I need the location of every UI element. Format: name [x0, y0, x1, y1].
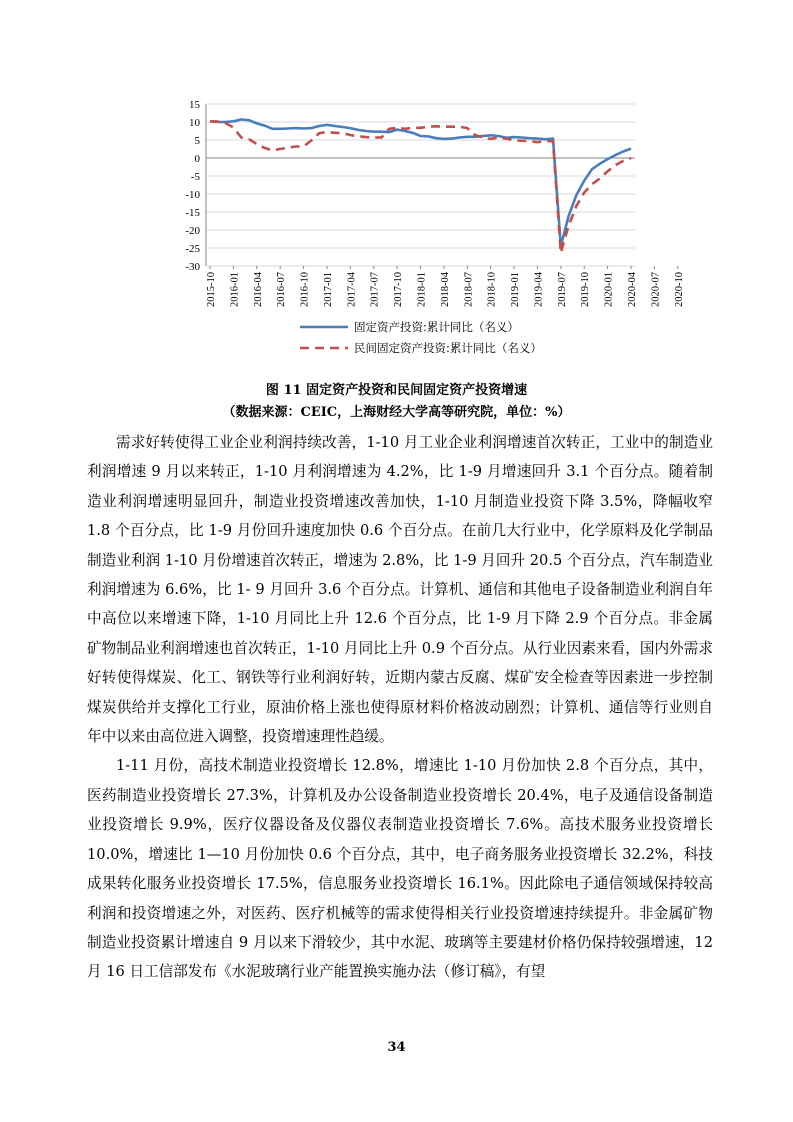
x-tick-label: 2019-10 [580, 272, 592, 307]
x-tick-label: 2016-04 [252, 272, 264, 307]
x-tick-label: 2019-01 [510, 272, 522, 307]
y-tick-label: 0 [194, 153, 200, 165]
y-tick-label: 15 [189, 99, 200, 111]
figure-source: （数据来源：CEIC，上海财经大学高等研究院，单位：%） [222, 405, 571, 420]
x-tick-label: 2018-04 [439, 272, 451, 307]
x-tick-label: 2016-01 [229, 272, 241, 307]
figure-caption: 图 11 固定资产投资和民间固定资产投资增速 [265, 383, 528, 398]
y-tick-label: 5 [194, 135, 200, 147]
x-tick-label: 2016-10 [299, 272, 311, 307]
legend-label: 固定资产投资:累计同比（名义） [354, 320, 519, 334]
line-chart [160, 92, 685, 362]
paragraph: 1-11 月份，高技术制造业投资增长 12.8%，增速比 1-10 月份加快 2.8 个百分点，其中，医药制造业投资增长 27.3%，计算机及办公设备制造业投资增长 20.4%，电子及通信设备制造业投资增长 9.9%，医疗仪器设备及仪器仪表制造业投资增长 7.6%。高技术服务业投资增长 10.0%，增速比 1—10 月份加快 0.6 个百分点，其中，电子商务服务业投资增长 32.2%，科技成果转化服务业投资增长 17.5%，信息服务业投资增长 16.1%。因此除电子通信领域保持较高利润和投资增速之外，对医药、医疗机械等的需求使得相关行业投资增速持续提升。非金属矿物制造业投资累计增速自 9 月以来下滑较少，其中水泥、玻璃等主要建材价格仍保持较强增速，12 月 16 日工信部发布《水泥玻璃行业产能置换实施办法（修订稿》，有望 [87, 757, 713, 981]
x-tick-label: 2019-04 [533, 272, 545, 307]
x-tick-label: 2017-01 [322, 272, 334, 307]
paragraph: 需求好转使得工业企业利润持续改善，1-10 月工业企业利润增速首次转正，工业中的制造业利润增速 9 月以来转正，1-10 月利润增速为 4.2%，比 1-9 月增速回升 3.1 个百分点。随着制造业利润增速明显回升，制造业投资增速改善加快，1-10 月制造业投资下降 3.5%，降幅收窄 1.8 个百分点，比 1-9 月份回升速度加快 0.6 个百分点。在前几大行业中，化学原料及化学制品制造业利润 1-10 月份增速首次转正，增速为 2.8%，比 1-9 月回升 20.5 个百分点，汽车制造业利润增速为 6.6%，比 1- 9 月回升 3.6 个百分点。计算机、通信和其他电子设备制造业利润自年中高位以来增速下降，1-10 月同比上升 12.6 个百分点，比 1-9 月下降 2.9 个百分点。非金属矿物制品业利润增速也首次转正，1-10 月同比上升 0.9 个百分点。从行业因素来看，国内外需求好转使得煤炭、化工、钢铁等行业利润好转，近期内蒙古反腐、煤矿安全检查等因素进一步控制煤炭供给并支撑化工行业，原油价格上涨也使得原材料价格波动剧烈；计算机、通信等行业则自年中以来由高位进入调整，投资增速理性趋缓。 [87, 434, 713, 746]
y-tick-label: 10 [189, 117, 200, 129]
page-number: 34 [387, 1040, 406, 1055]
x-tick-label: 2019-07 [556, 272, 568, 307]
series-line-fixed-asset-investment [210, 120, 631, 247]
body-text [87, 428, 713, 987]
x-tick-label: 2017-07 [369, 272, 381, 307]
x-tick-label: 2016-07 [276, 272, 288, 307]
x-tick-label: 2018-10 [486, 272, 498, 307]
investment-growth-chart [160, 92, 685, 362]
x-tick-label: 2018-01 [416, 272, 428, 307]
y-tick-label: -25 [185, 243, 200, 255]
x-tick-label: 2017-04 [346, 272, 358, 307]
legend-label: 民间固定资产投资:累计同比（名义） [354, 341, 542, 355]
y-tick-label: -20 [185, 225, 200, 237]
series-line-private-fixed-asset-investment [210, 121, 631, 253]
y-tick-label: -5 [190, 171, 200, 183]
y-tick-label: -15 [185, 207, 200, 219]
x-tick-label: 2020-10 [673, 272, 685, 307]
x-tick-label: 2017-10 [393, 272, 405, 307]
x-tick-label: 2015-10 [206, 272, 217, 307]
x-tick-label: 2018-07 [463, 272, 475, 307]
x-tick-label: 2020-01 [603, 272, 615, 307]
x-tick-label: 2020-04 [627, 272, 638, 307]
y-tick-label: -30 [185, 261, 200, 273]
x-tick-label: 2020-07 [650, 272, 662, 307]
y-tick-label: -10 [185, 189, 200, 201]
